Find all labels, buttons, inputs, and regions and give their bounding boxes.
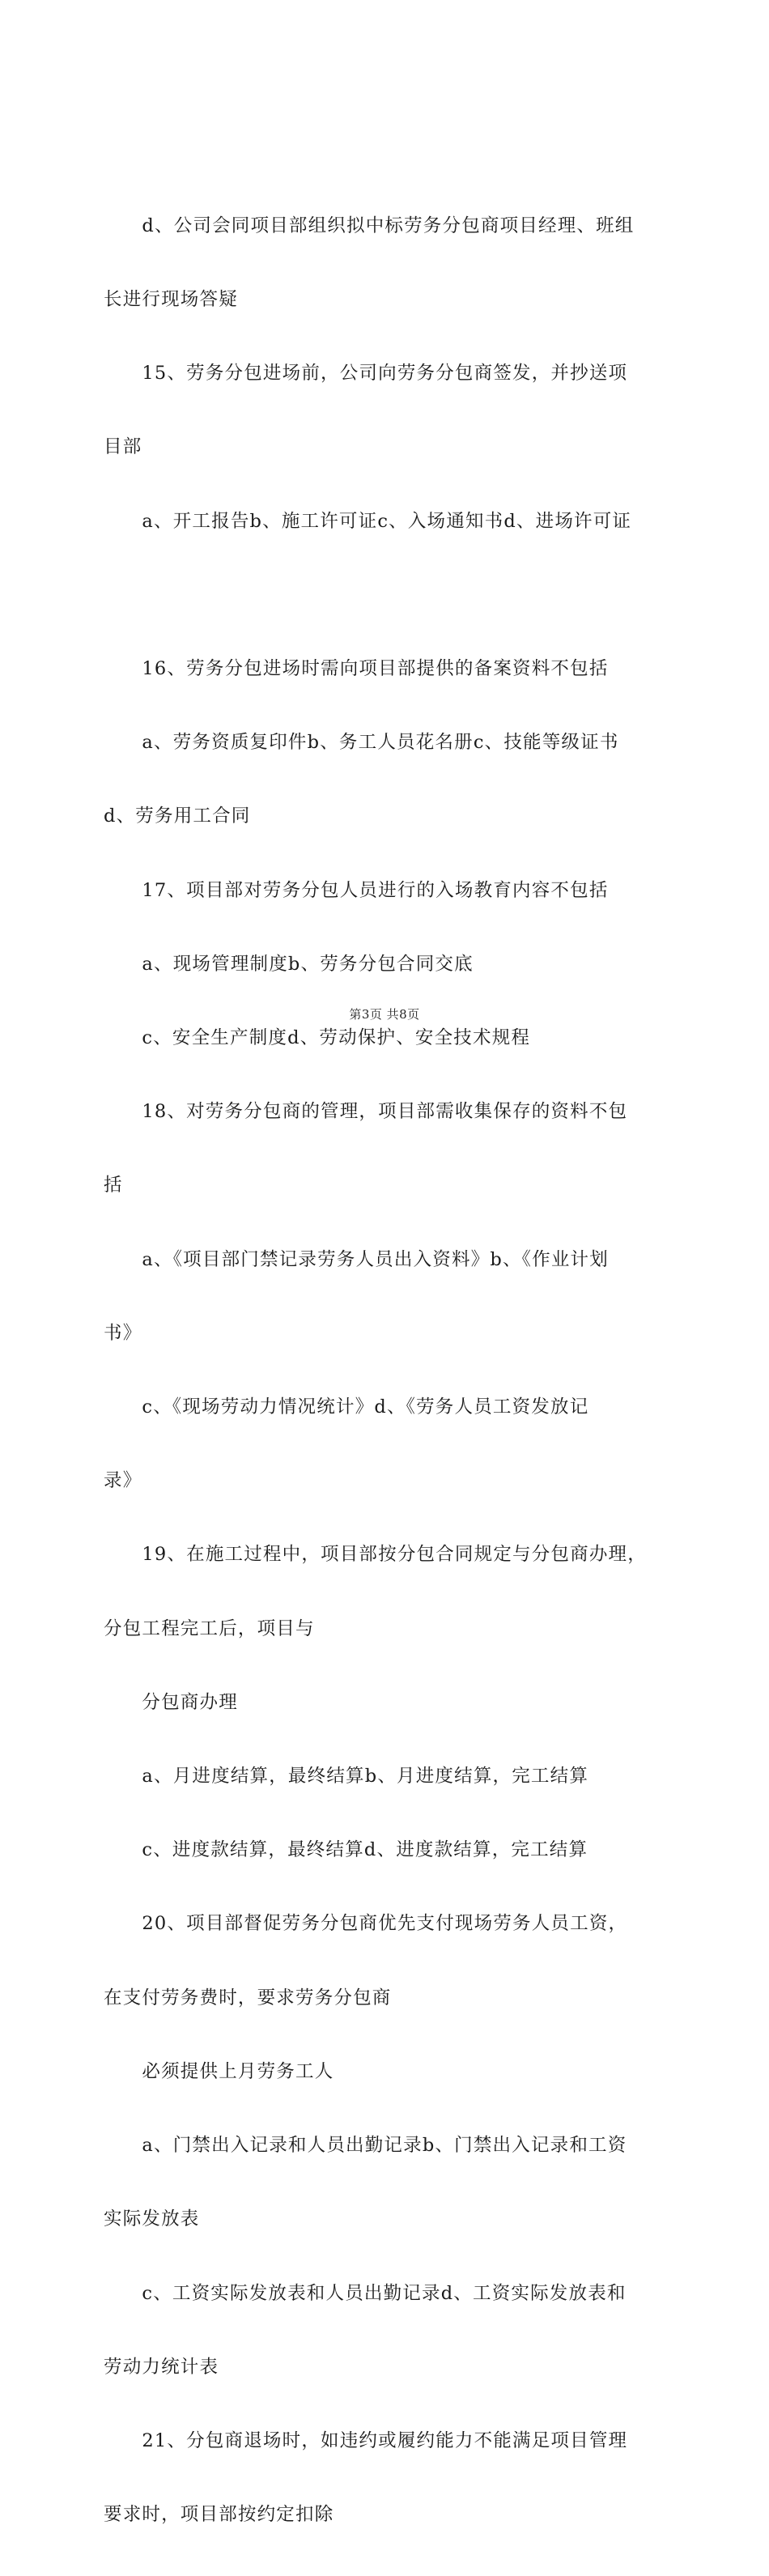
- text-line: 分包工程完工后，项目与: [104, 1617, 315, 1639]
- text-line: a、门禁出入记录和人员出勤记录b、门禁出入记录和工资: [104, 2135, 627, 2157]
- page-number-footer: 第3页 共8页: [349, 1007, 420, 1022]
- text-line: c、进度款结算，最终结算d、进度款结算，完工结算: [104, 1839, 588, 1861]
- text-line: 目部: [104, 436, 142, 458]
- text-line: c、安全生产制度d、劳动保护、安全技术规程: [104, 1027, 531, 1049]
- text-line: 16、劳务分包进场时需向项目部提供的备案资料不包括: [104, 658, 609, 680]
- text-line: 劳动力统计表: [104, 2356, 219, 2378]
- text-line: a、《项目部门禁记录劳务人员出入资料》b、《作业计划: [104, 1248, 609, 1270]
- text-line: c、《现场劳动力情况统计》d、《劳务人员工资发放记: [104, 1396, 589, 1418]
- text-line: a、劳务资质复印件b、务工人员花名册c、技能等级证书: [104, 732, 619, 754]
- text-line: d、公司会同项目部组织拟中标劳务分包商项目经理、班组: [104, 215, 635, 236]
- text-line: 17、项目部对劳务分包人员进行的入场教育内容不包括: [104, 879, 609, 901]
- text-line: 录》: [104, 1470, 142, 1492]
- text-line: 括: [104, 1175, 123, 1197]
- text-line: a、现场管理制度b、劳务分包合同交底: [104, 953, 474, 975]
- text-line: a、月进度结算，最终结算b、月进度结算，完工结算: [104, 1766, 589, 1787]
- text-line: 在支付劳务费时，要求劳务分包商: [104, 1987, 392, 2009]
- text-line: 必须提供上月劳务工人: [104, 2060, 334, 2082]
- text-line: 要求时，项目部按约定扣除: [104, 2504, 334, 2526]
- text-line: a、开工报告b、施工许可证c、入场通知书d、进场许可证: [104, 510, 632, 532]
- text-line: 18、对劳务分包商的管理，项目部需收集保存的资料不包: [104, 1101, 628, 1123]
- text-line: c、工资实际发放表和人员出勤记录d、工资实际发放表和: [104, 2282, 627, 2304]
- text-line: 长进行现场答疑: [104, 289, 238, 311]
- text-line: 20、项目部督促劳务分包商优先支付现场劳务人员工资，: [104, 1913, 628, 1935]
- text-line: 分包商办理: [104, 1691, 238, 1713]
- text-line: 实际发放表: [104, 2208, 200, 2230]
- text-line: 21、分包商退场时，如违约或履约能力不能满足项目管理: [104, 2429, 628, 2451]
- blank-line: [104, 583, 680, 607]
- text-line: 19、在施工过程中，项目部按分包合同规定与分包商办理，: [104, 1544, 647, 1566]
- text-line: 15、劳务分包进场前，公司向劳务分包商签发，并抄送项: [104, 363, 628, 385]
- document-body: [104, 164, 680, 2576]
- text-line: 书》: [104, 1322, 142, 1344]
- text-line: d、劳务用工合同: [104, 806, 251, 827]
